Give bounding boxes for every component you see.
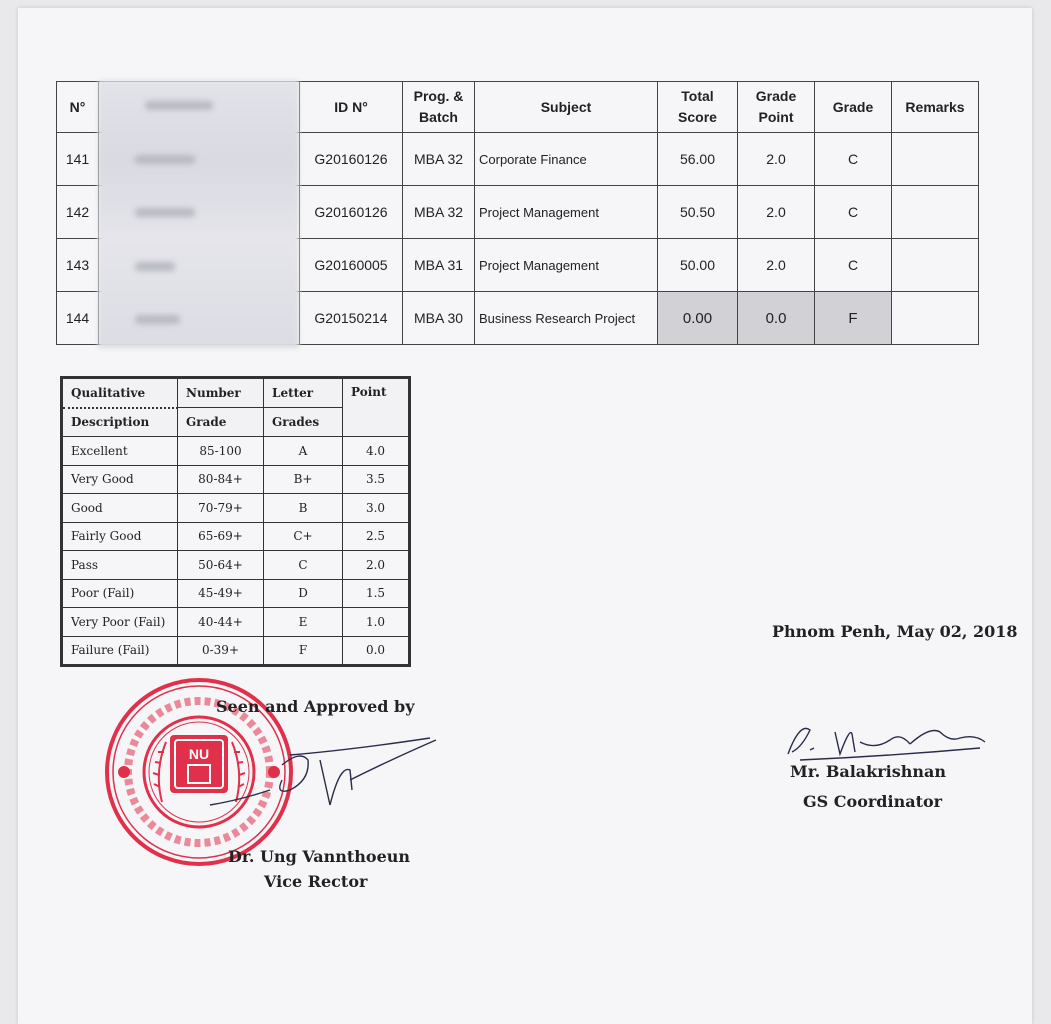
- scale-point: 1.5: [343, 579, 410, 608]
- cell-grade: F: [815, 292, 892, 345]
- cell-prog: MBA 32: [403, 133, 475, 186]
- scale-point: 2.5: [343, 522, 410, 551]
- scale-point: 3.0: [343, 494, 410, 523]
- header-score-line1: Total: [681, 88, 714, 104]
- scale-desc: Very Good: [62, 465, 178, 494]
- scale-range: 65-69+: [178, 522, 264, 551]
- scale-row: [62, 608, 410, 637]
- vice-rector-signature: [190, 730, 440, 850]
- cell-prog: MBA 30: [403, 292, 475, 345]
- grading-scale-table: [60, 376, 411, 667]
- cell-subject: Project Management: [475, 239, 658, 292]
- scale-point: 0.0: [343, 636, 410, 666]
- cell-score: 0.00: [658, 292, 738, 345]
- cell-remarks: [892, 292, 979, 345]
- cell-grade: C: [815, 186, 892, 239]
- cell-grade: C: [815, 133, 892, 186]
- coordinator-title: GS Coordinator: [803, 792, 943, 811]
- cell-grade-point: 0.0: [738, 292, 815, 345]
- header-number: Number: [178, 378, 264, 408]
- cell-score: 50.00: [658, 239, 738, 292]
- header-letter: Letter: [264, 378, 343, 408]
- header-prog-line2: Batch: [419, 109, 458, 125]
- scale-row: [62, 522, 410, 551]
- scale-letter: E: [264, 608, 343, 637]
- header-score-line2: Score: [678, 109, 717, 125]
- scale-range: 40-44+: [178, 608, 264, 637]
- cell-grade-point: 2.0: [738, 133, 815, 186]
- scale-desc: Good: [62, 494, 178, 523]
- redaction-blur: [135, 208, 195, 217]
- scale-point: 4.0: [343, 437, 410, 466]
- cell-id: G20160126: [300, 133, 403, 186]
- scale-letter: C+: [264, 522, 343, 551]
- scale-desc: Excellent: [62, 437, 178, 466]
- scale-row: [62, 636, 410, 666]
- cell-score: 56.00: [658, 133, 738, 186]
- scale-desc: Pass: [62, 551, 178, 580]
- scale-desc: Failure (Fail): [62, 636, 178, 666]
- scale-range: 85-100: [178, 437, 264, 466]
- cell-no: 143: [57, 239, 99, 292]
- vice-rector-title: Vice Rector: [264, 872, 368, 891]
- header-subject: Subject: [475, 82, 658, 133]
- scale-range: 50-64+: [178, 551, 264, 580]
- scale-letter: A: [264, 437, 343, 466]
- cell-remarks: [892, 239, 979, 292]
- scale-desc: Fairly Good: [62, 522, 178, 551]
- cell-no: 144: [57, 292, 99, 345]
- cell-subject: Project Management: [475, 186, 658, 239]
- header-prog-line1: Prog. &: [413, 88, 464, 104]
- redaction-blur: [135, 155, 195, 164]
- scale-letter: B: [264, 494, 343, 523]
- vice-rector-name: Dr. Ung Vannthoeun: [228, 847, 411, 866]
- redaction-blur: [135, 315, 180, 324]
- scale-range: 80-84+: [178, 465, 264, 494]
- scale-letter: B+: [264, 465, 343, 494]
- header-description: Description: [62, 408, 178, 437]
- cell-no: 142: [57, 186, 99, 239]
- cell-id: G20160005: [300, 239, 403, 292]
- redaction-blur: [145, 101, 213, 110]
- header-grades: Grades: [264, 408, 343, 437]
- cell-grade: C: [815, 239, 892, 292]
- scale-row: [62, 465, 410, 494]
- scale-letter: C: [264, 551, 343, 580]
- scale-row: [62, 437, 410, 466]
- redaction-blur: [135, 262, 175, 271]
- place-date: Phnom Penh, May 02, 2018: [772, 622, 1018, 641]
- scale-range: 70-79+: [178, 494, 264, 523]
- cell-prog: MBA 32: [403, 186, 475, 239]
- approval-label: Seen and Approved by: [216, 697, 415, 716]
- scale-point: 3.5: [343, 465, 410, 494]
- scale-point: 2.0: [343, 551, 410, 580]
- header-point: Point: [343, 378, 410, 437]
- scale-header-row-1: [62, 378, 410, 408]
- cell-remarks: [892, 133, 979, 186]
- header-gp-line1: Grade: [755, 88, 797, 104]
- cell-prog: MBA 31: [403, 239, 475, 292]
- scale-point: 1.0: [343, 608, 410, 637]
- cell-remarks: [892, 186, 979, 239]
- scale-range: 0-39+: [178, 636, 264, 666]
- header-no: N°: [57, 82, 99, 133]
- cell-subject: Corporate Finance: [475, 133, 658, 186]
- scale-row: [62, 551, 410, 580]
- header-grade: Grade: [178, 408, 264, 437]
- stamp-emblem-text: NU: [188, 746, 210, 762]
- header-grade-point: [738, 82, 815, 133]
- redacted-name-area: [98, 80, 299, 348]
- header-remarks: Remarks: [892, 82, 979, 133]
- cell-grade-point: 2.0: [738, 186, 815, 239]
- cell-no: 141: [57, 133, 99, 186]
- cell-id: G20160126: [300, 186, 403, 239]
- cell-grade-point: 2.0: [738, 239, 815, 292]
- header-prog-batch: [403, 82, 475, 133]
- cell-id: G20150214: [300, 292, 403, 345]
- scale-letter: F: [264, 636, 343, 666]
- cell-score: 50.50: [658, 186, 738, 239]
- scale-row: [62, 494, 410, 523]
- header-grade: Grade: [815, 82, 892, 133]
- scale-range: 45-49+: [178, 579, 264, 608]
- scale-row: [62, 579, 410, 608]
- scale-letter: D: [264, 579, 343, 608]
- header-gp-line2: Point: [758, 109, 794, 125]
- coordinator-name: Mr. Balakrishnan: [790, 762, 947, 781]
- header-id: ID N°: [300, 82, 403, 133]
- cell-subject: Business Research Project: [475, 292, 658, 345]
- scale-desc: Very Poor (Fail): [62, 608, 178, 637]
- scale-desc: Poor (Fail): [62, 579, 178, 608]
- header-qualitative: Qualitative: [62, 378, 178, 408]
- header-total-score: [658, 82, 738, 133]
